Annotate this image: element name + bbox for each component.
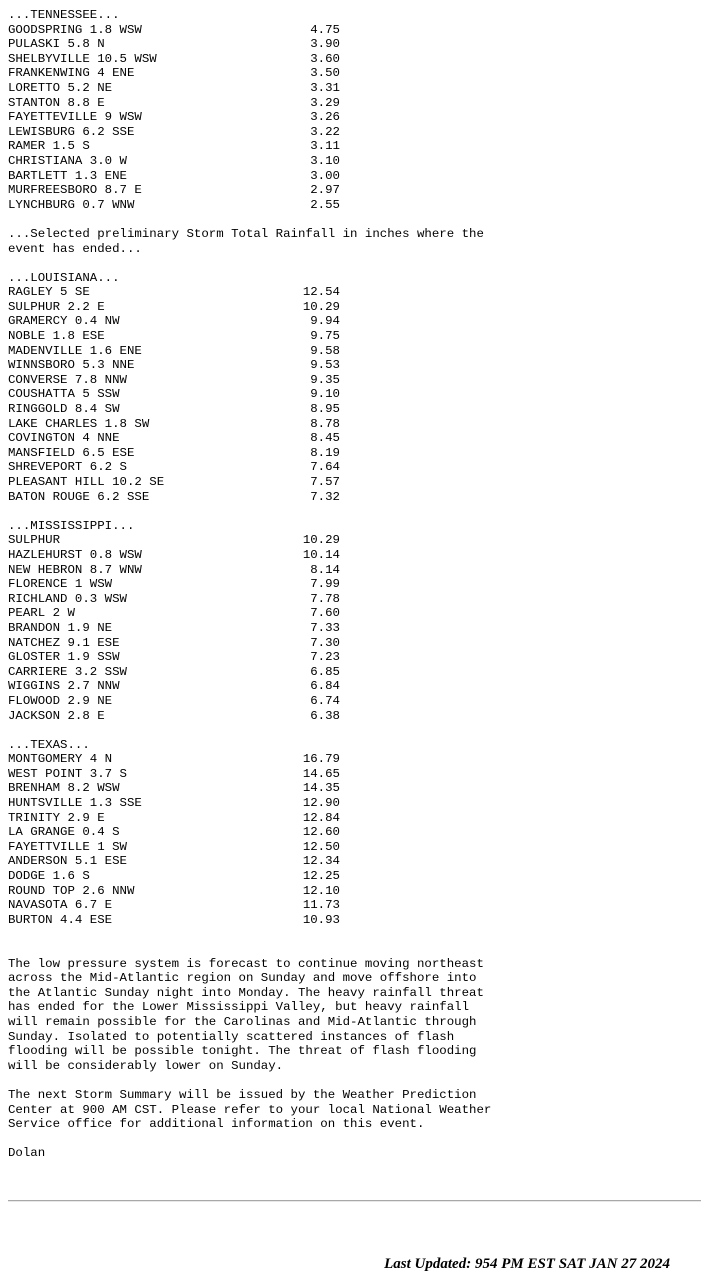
rainfall-value: 6.38 bbox=[310, 708, 340, 723]
rainfall-row bbox=[8, 548, 491, 563]
location-name: NATCHEZ 9.1 ESE bbox=[8, 635, 120, 650]
location-name: FLOWOOD 2.9 NE bbox=[8, 693, 113, 708]
text-line: event has ended... bbox=[8, 241, 142, 256]
location-name: BURTON 4.4 ESE bbox=[8, 912, 113, 927]
location-name: NEW HEBRON 8.7 WNW bbox=[8, 562, 142, 577]
rainfall-value: 9.35 bbox=[310, 372, 340, 387]
rainfall-value: 4.75 bbox=[310, 22, 340, 37]
location-name: RAGLEY 5 SE bbox=[8, 285, 90, 300]
blank-line bbox=[8, 256, 491, 271]
location-name: MURFREESBORO 8.7 E bbox=[8, 183, 142, 198]
location-name: RICHLAND 0.3 WSW bbox=[8, 591, 127, 606]
location-name: CHRISTIANA 3.0 W bbox=[8, 153, 127, 168]
rainfall-row bbox=[8, 96, 491, 111]
location-name: SULPHUR 2.2 E bbox=[8, 299, 105, 314]
rainfall-row bbox=[8, 752, 491, 767]
rainfall-row bbox=[8, 460, 491, 475]
location-name: LEWISBURG 6.2 SSE bbox=[8, 124, 135, 139]
rainfall-value: 3.00 bbox=[310, 168, 340, 183]
rainfall-row bbox=[8, 154, 491, 169]
location-name: WEST POINT 3.7 S bbox=[8, 766, 127, 781]
location-name: HUNTSVILLE 1.3 SSE bbox=[8, 796, 142, 811]
text-line: ...Selected preliminary Storm Total Rainfall in inches where the bbox=[8, 226, 484, 241]
rainfall-value: 12.25 bbox=[302, 869, 340, 884]
rainfall-value: 7.30 bbox=[310, 635, 340, 650]
location-name: WINNSBORO 5.3 NNE bbox=[8, 358, 135, 373]
rainfall-row bbox=[8, 665, 491, 680]
rainfall-row bbox=[8, 854, 491, 869]
rainfall-value: 12.54 bbox=[302, 285, 340, 300]
location-name: STANTON 8.8 E bbox=[8, 95, 105, 110]
rainfall-row bbox=[8, 198, 491, 213]
location-name: GRAMERCY 0.4 NW bbox=[8, 314, 120, 329]
location-name: PULASKI 5.8 N bbox=[8, 37, 105, 52]
rainfall-value: 14.35 bbox=[302, 781, 340, 796]
rainfall-value: 12.34 bbox=[302, 854, 340, 869]
rainfall-row bbox=[8, 825, 491, 840]
text-line: will remain possible for the Carolinas and Mid-Atlantic through bbox=[8, 1014, 477, 1029]
rainfall-value: 12.60 bbox=[302, 825, 340, 840]
rainfall-row bbox=[8, 913, 491, 928]
last-updated-stamp: Last Updated: 954 PM EST SAT JAN 27 2024 bbox=[384, 1256, 670, 1272]
rainfall-value: 7.32 bbox=[310, 489, 340, 504]
rainfall-value: 6.84 bbox=[310, 679, 340, 694]
rainfall-row bbox=[8, 125, 491, 140]
rainfall-row bbox=[8, 314, 491, 329]
location-name: PLEASANT HILL 10.2 SE bbox=[8, 475, 165, 489]
blank-line bbox=[8, 942, 491, 957]
location-name: LAKE CHARLES 1.8 SW bbox=[8, 416, 150, 431]
rainfall-row bbox=[8, 781, 491, 796]
rainfall-value: 3.31 bbox=[310, 80, 340, 95]
rainfall-value: 8.95 bbox=[310, 402, 340, 417]
text-line: The next Storm Summary will be issued by the Weather Prediction bbox=[8, 1087, 477, 1102]
state-header: ...TEXAS... bbox=[8, 737, 90, 752]
rainfall-value: 7.78 bbox=[310, 591, 340, 606]
rainfall-value: 7.60 bbox=[310, 606, 340, 621]
rainfall-value: 2.55 bbox=[310, 197, 340, 212]
location-name: BARTLETT 1.3 ENE bbox=[8, 168, 127, 183]
location-name: DODGE 1.6 S bbox=[8, 869, 90, 884]
rainfall-value: 9.94 bbox=[310, 314, 340, 329]
rainfall-row bbox=[8, 840, 491, 855]
rainfall-row bbox=[8, 183, 491, 198]
rainfall-value: 8.14 bbox=[310, 562, 340, 577]
rainfall-value: 3.11 bbox=[310, 139, 340, 154]
location-name: FAYETTEVILLE 9 WSW bbox=[8, 110, 142, 125]
rainfall-value: 11.73 bbox=[302, 898, 340, 913]
rainfall-row bbox=[8, 621, 491, 636]
location-name: MONTGOMERY 4 N bbox=[8, 752, 113, 767]
text-line: across the Mid-Atlantic region on Sunday and move offshore into bbox=[8, 971, 477, 986]
rainfall-value: 7.64 bbox=[310, 460, 340, 475]
rainfall-row bbox=[8, 329, 491, 344]
location-name: FLORENCE 1 WSW bbox=[8, 577, 113, 592]
rainfall-row bbox=[8, 358, 491, 373]
location-name: PEARL 2 W bbox=[8, 606, 75, 621]
location-name: MANSFIELD 6.5 ESE bbox=[8, 445, 135, 460]
location-name: MADENVILLE 1.6 ENE bbox=[8, 343, 142, 358]
text-line: has ended for the Lower Mississippi Valley, but heavy rainfall bbox=[8, 1000, 470, 1015]
location-name: GOODSPRING 1.8 WSW bbox=[8, 22, 142, 37]
rainfall-row bbox=[8, 679, 491, 694]
rainfall-value: 6.85 bbox=[310, 664, 340, 679]
rainfall-row bbox=[8, 694, 491, 709]
text-line: The low pressure system is forecast to continue moving northeast bbox=[8, 956, 484, 971]
blank-line bbox=[8, 1073, 491, 1088]
rainfall-value: 3.60 bbox=[310, 51, 340, 66]
location-name: SULPHUR bbox=[8, 533, 61, 548]
location-name: RINGGOLD 8.4 SW bbox=[8, 402, 120, 417]
rainfall-value: 3.22 bbox=[310, 124, 340, 139]
location-name: CONVERSE 7.8 NNW bbox=[8, 372, 127, 387]
rainfall-value: 6.74 bbox=[310, 693, 340, 708]
rainfall-row bbox=[8, 169, 491, 184]
rainfall-row bbox=[8, 52, 491, 67]
rainfall-value: 8.78 bbox=[310, 416, 340, 431]
location-name: BRANDON 1.9 NE bbox=[8, 620, 113, 635]
location-name: BRENHAM 8.2 WSW bbox=[8, 781, 120, 796]
text-line: will be considerably lower on Sunday. bbox=[8, 1058, 284, 1073]
rainfall-row bbox=[8, 869, 491, 884]
rainfall-row bbox=[8, 811, 491, 826]
rainfall-value: 12.84 bbox=[302, 810, 340, 825]
rainfall-value: 7.33 bbox=[310, 620, 340, 635]
location-name: LORETTO 5.2 NE bbox=[8, 80, 113, 95]
rainfall-value: 10.29 bbox=[302, 299, 340, 314]
rainfall-row bbox=[8, 709, 491, 724]
location-name: JACKSON 2.8 E bbox=[8, 708, 105, 723]
rainfall-value: 3.90 bbox=[310, 37, 340, 52]
rainfall-row bbox=[8, 606, 491, 621]
rainfall-row bbox=[8, 446, 491, 461]
rainfall-row bbox=[8, 592, 491, 607]
blank-line bbox=[8, 723, 491, 738]
rainfall-row bbox=[8, 81, 491, 96]
rainfall-row bbox=[8, 577, 491, 592]
rainfall-row bbox=[8, 767, 491, 782]
location-name: HAZLEHURST 0.8 WSW bbox=[8, 547, 142, 562]
rainfall-row bbox=[8, 475, 491, 490]
rainfall-value: 2.97 bbox=[310, 183, 340, 198]
location-name: ANDERSON 5.1 ESE bbox=[8, 854, 127, 869]
rainfall-row bbox=[8, 285, 491, 300]
rainfall-row bbox=[8, 533, 491, 548]
text-line: the Atlantic Sunday night into Monday. The heavy rainfall threat bbox=[8, 985, 484, 1000]
rainfall-value: 3.26 bbox=[310, 110, 340, 125]
location-name: WIGGINS 2.7 NNW bbox=[8, 679, 120, 694]
rainfall-row bbox=[8, 373, 491, 388]
rainfall-row bbox=[8, 344, 491, 359]
location-name: BATON ROUGE 6.2 SSE bbox=[8, 489, 150, 504]
location-name: FAYETTVILLE 1 SW bbox=[8, 839, 127, 854]
rainfall-row bbox=[8, 884, 491, 899]
location-name: COUSHATTA 5 SSW bbox=[8, 387, 120, 402]
text-line: Dolan bbox=[8, 1146, 46, 1161]
location-name: TRINITY 2.9 E bbox=[8, 810, 105, 825]
location-name: NAVASOTA 6.7 E bbox=[8, 898, 113, 913]
state-header: ...LOUISIANA... bbox=[8, 270, 120, 285]
blank-line bbox=[8, 1132, 491, 1147]
rainfall-row bbox=[8, 402, 491, 417]
rainfall-value: 9.58 bbox=[310, 343, 340, 358]
location-name: GLOSTER 1.9 SSW bbox=[8, 650, 120, 665]
rainfall-value: 9.10 bbox=[310, 387, 340, 402]
rainfall-value: 3.50 bbox=[310, 66, 340, 81]
location-name: LYNCHBURG 0.7 WNW bbox=[8, 197, 135, 212]
blank-line bbox=[8, 212, 491, 227]
rainfall-row bbox=[8, 636, 491, 651]
blank-line bbox=[8, 927, 491, 942]
location-name: LA GRANGE 0.4 S bbox=[8, 825, 120, 840]
rainfall-row bbox=[8, 417, 491, 432]
rainfall-row bbox=[8, 66, 491, 81]
state-header: ...TENNESSEE... bbox=[8, 8, 120, 22]
rainfall-row bbox=[8, 563, 491, 578]
rainfall-value: 3.29 bbox=[310, 95, 340, 110]
rainfall-row bbox=[8, 898, 491, 913]
text-line: Service office for additional information on this event. bbox=[8, 1117, 425, 1132]
rainfall-row bbox=[8, 490, 491, 505]
rainfall-row bbox=[8, 110, 491, 125]
state-header: ...MISSISSIPPI... bbox=[8, 518, 135, 533]
location-name: RAMER 1.5 S bbox=[8, 139, 90, 154]
rainfall-row bbox=[8, 387, 491, 402]
rainfall-value: 9.53 bbox=[310, 358, 340, 373]
rainfall-value: 7.99 bbox=[310, 577, 340, 592]
storm-summary-text bbox=[8, 8, 491, 1161]
rainfall-row bbox=[8, 650, 491, 665]
rainfall-value: 9.75 bbox=[310, 329, 340, 344]
location-name: SHELBYVILLE 10.5 WSW bbox=[8, 51, 157, 66]
rainfall-row bbox=[8, 37, 491, 52]
footer-divider bbox=[8, 1200, 701, 1202]
rainfall-value: 8.45 bbox=[310, 431, 340, 446]
rainfall-value: 14.65 bbox=[302, 766, 340, 781]
rainfall-row bbox=[8, 300, 491, 315]
rainfall-value: 10.14 bbox=[302, 547, 340, 562]
location-name: FRANKENWING 4 ENE bbox=[8, 66, 135, 81]
rainfall-row bbox=[8, 139, 491, 154]
location-name: ROUND TOP 2.6 NNW bbox=[8, 883, 135, 898]
location-name: CARRIERE 3.2 SSW bbox=[8, 664, 127, 679]
rainfall-value: 7.57 bbox=[310, 475, 340, 489]
rainfall-value: 12.10 bbox=[302, 883, 340, 898]
text-line: Sunday. Isolated to potentially scattered instances of flash bbox=[8, 1029, 455, 1044]
location-name: NOBLE 1.8 ESE bbox=[8, 329, 105, 344]
rainfall-value: 7.23 bbox=[310, 650, 340, 665]
text-line: flooding will be possible tonight. The threat of flash flooding bbox=[8, 1044, 477, 1059]
rainfall-value: 12.50 bbox=[302, 839, 340, 854]
rainfall-value: 12.90 bbox=[302, 796, 340, 811]
rainfall-row bbox=[8, 431, 491, 446]
rainfall-value: 10.29 bbox=[302, 533, 340, 548]
rainfall-value: 16.79 bbox=[302, 752, 340, 767]
rainfall-value: 8.19 bbox=[310, 445, 340, 460]
location-name: SHREVEPORT 6.2 S bbox=[8, 460, 127, 475]
rainfall-row bbox=[8, 796, 491, 811]
text-line: Center at 900 AM CST. Please refer to your local National Weather bbox=[8, 1102, 492, 1117]
rainfall-value: 10.93 bbox=[302, 912, 340, 927]
blank-line bbox=[8, 504, 491, 519]
location-name: COVINGTON 4 NNE bbox=[8, 431, 120, 446]
rainfall-value: 3.10 bbox=[310, 153, 340, 168]
rainfall-row bbox=[8, 23, 491, 38]
